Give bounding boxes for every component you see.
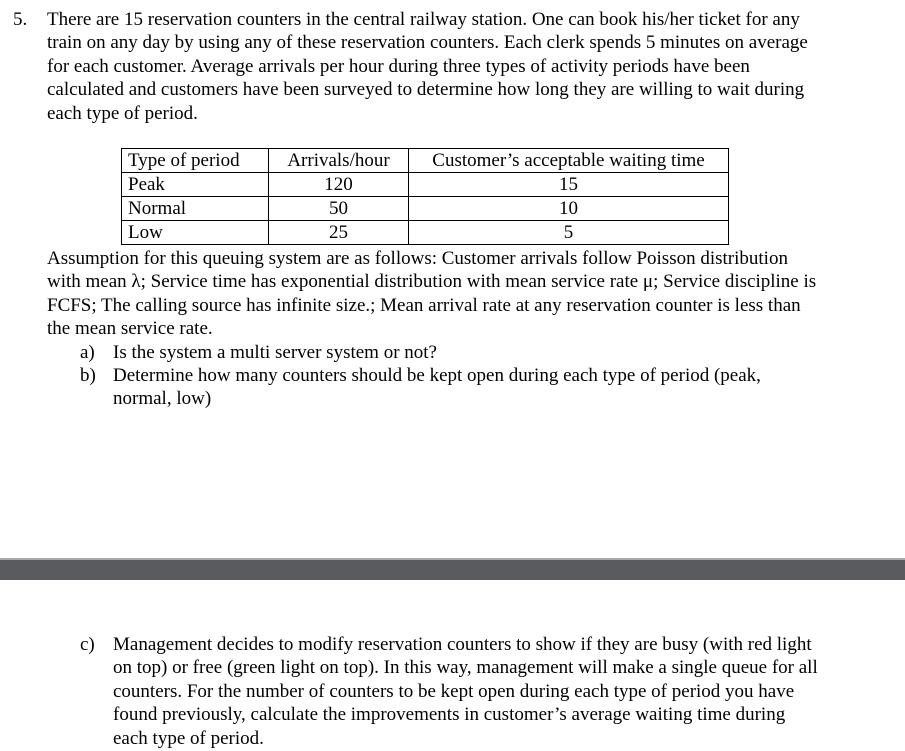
assumption-paragraph [47, 247, 887, 341]
table-row [122, 221, 729, 245]
question-number: 5. [13, 9, 28, 30]
question-intro [47, 8, 867, 125]
table-cell: 15 [409, 173, 729, 197]
assumption-line: the mean service rate. [47, 318, 213, 340]
sub-question-line: Determine how many counters should be kept open during each type of period (peak, [113, 365, 761, 386]
table-cell: Peak [122, 173, 269, 197]
table-cell: 25 [269, 221, 409, 245]
intro-line: calculated and customers have been surveyed to determine how long they are willing to wait during [47, 79, 805, 101]
page-divider-bar [0, 558, 905, 580]
table-cell: 10 [409, 197, 729, 221]
intro-line: train on any day by using any of these reservation counters. Each clerk spends 5 minutes on average [47, 32, 808, 54]
sub-question-line: counters. For the number of counters to be kept open during each type of period you have [113, 680, 795, 702]
table-header-row [122, 149, 729, 173]
table-row [122, 197, 729, 221]
intro-line: for each customer. Average arrivals per hour during three types of activity periods have been [47, 55, 750, 77]
table-cell: Low [122, 221, 269, 245]
table-header-cell: Customer’s acceptable waiting time [409, 149, 729, 173]
period-table [121, 148, 729, 245]
sub-question-line: each type of period. [113, 727, 264, 749]
table-header-cell: Arrivals/hour [269, 149, 409, 173]
table-cell: 50 [269, 197, 409, 221]
table-row [122, 173, 729, 197]
sub-question-label: c) [80, 634, 95, 655]
sub-question-line: normal, low) [113, 388, 212, 410]
table-cell: 120 [269, 173, 409, 197]
sub-question-label: a) [80, 342, 95, 363]
sub-question-label: b) [80, 365, 96, 386]
intro-line: each type of period. [47, 102, 198, 124]
table-header-cell: Type of period [122, 149, 269, 173]
sub-question-line: Is the system a multi server system or not? [113, 342, 437, 363]
assumption-line: with mean λ; Service time has exponential distribution with mean service rate μ; Service discipline is [47, 271, 817, 293]
intro-line: There are 15 reservation counters in the central railway station. One can book his/her ticket for any [47, 9, 800, 30]
table-cell: 5 [409, 221, 729, 245]
sub-question-line: on top) or free (green light on top). In this way, management will make a single queue for all [113, 657, 818, 679]
sub-question-line: Management decides to modify reservation counters to show if they are busy (with red light [113, 634, 812, 655]
assumption-line: Assumption for this queuing system are as follows: Customer arrivals follow Poisson distribution [47, 248, 788, 269]
sub-question-line: found previously, calculate the improvements in customer’s average waiting time during [113, 704, 786, 726]
assumption-line: FCFS; The calling source has infinite size.; Mean arrival rate at any reservation counter is less than [47, 294, 801, 316]
table-cell: Normal [122, 197, 269, 221]
